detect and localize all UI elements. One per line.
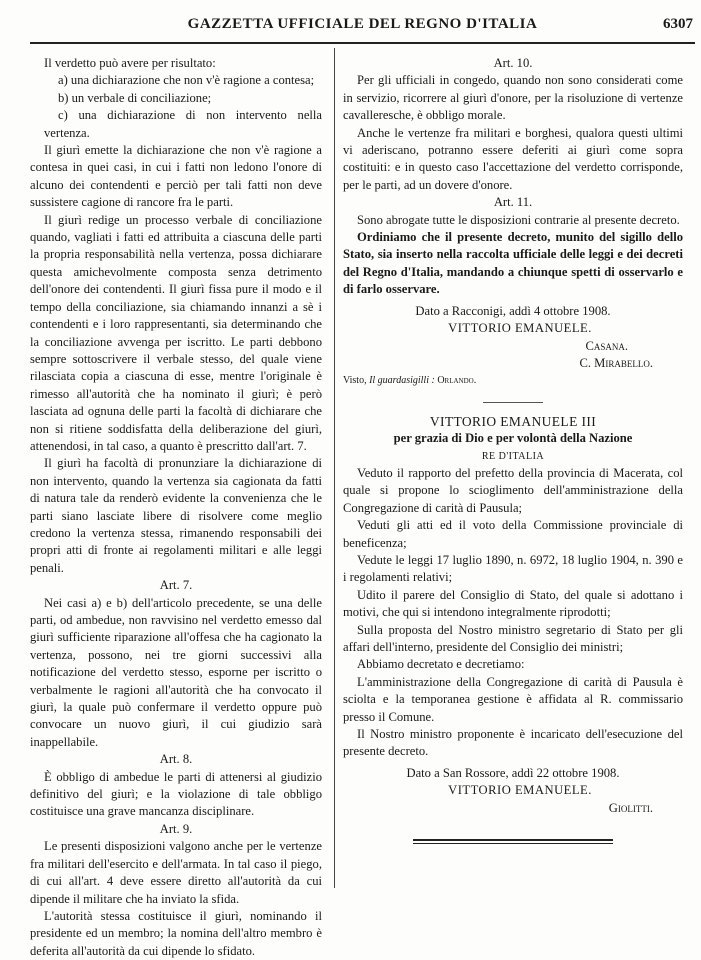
paragraph: Vedute le leggi 17 luglio 1890, n. 6972, 18 luglio 1904, n. 390 e i regolamenti relativi; xyxy=(343,552,683,585)
guardasigilli-label: Il guardasigilli : xyxy=(369,375,435,387)
paragraph: Abbiamo decretato e decretiamo: xyxy=(357,657,525,672)
right-column xyxy=(343,55,683,844)
page-header xyxy=(30,12,695,40)
decree-king-subtitle: per grazia di Dio e per volontà della Nazione xyxy=(393,431,633,446)
paragraph: Le presenti disposizioni valgono anche per le vertenze fra militari dell'esercito e dell'armata. In tal caso il piego, di cui all'art. 4 deve essere diretto all'autorità da cui dipende il militare che ha inviato la sfida. xyxy=(30,839,322,906)
king-signature: VITTORIO EMANUELE. xyxy=(448,783,592,798)
paragraph: Per gli ufficiali in congedo, quando non sono considerati come in servizio, ricorrere al giurì d'onore, per la risoluzione di vertenze cavalleresche, è obbligo morale. xyxy=(343,73,683,123)
paragraph: Il giurì redige un processo verbale di conciliazione quando, vagliati i fatti ed attribuita a ciascuna delle parti la propria responsabilità nella vertenza, possa dichiarare questa amichevolmente composta senza detrimento dell'onore dei contendenti. Il giurì fissa pure il modo e il tempo della conciliazione, sia chiamando innanzi a sè i contendenti e i loro rappresentanti, sia determinando che la conciliazione avvenga per iscritto. Le parti debbono sempre sottoscrivere il verbale stesso, del quale viene rilasciata copia a ciascuna di esse, mentre l'originale è rimesso all'autorità che ha nominato il giurì; è però lasciata ad ognuna delle parti la facoltà di dichiarare che non si ritiene soddisfatta della deliberazione del giurì, attenendosi, in tal caso, a quanto è prescritto dall'art. 7. xyxy=(30,212,322,453)
paragraph: Anche le vertenze fra militari e borghesi, qualora questi ultimi vi aderiscano, potranno essere deferiti ai giurì come sopra costituiti: e in questo caso l'accettazione del verdetto corrisponde, per le parti, ad un dovere d'onore. xyxy=(343,125,683,192)
minister-signature: C. Mirabello. xyxy=(579,355,653,370)
article-heading: Art. 11. xyxy=(493,195,533,210)
article-heading: Art. 10. xyxy=(493,56,533,70)
visto-line xyxy=(343,372,683,389)
section-divider xyxy=(483,402,543,403)
paragraph: Sulla proposta del Nostro ministro segretario di Stato per gli affari dell'interno, presidente del Consiglio dei ministri; xyxy=(343,622,683,654)
paragraph: Veduti gli atti ed il voto della Commissione provinciale di beneficenza; xyxy=(343,518,683,550)
article-heading: Art. 7. xyxy=(159,578,193,593)
list-item: b) un verbale di conciliazione; xyxy=(58,90,212,105)
column-divider xyxy=(334,48,335,888)
paragraph: Veduto il rapporto del prefetto della provincia di Macerata, col quale si propone lo scioglimento dell'amministrazione della Congregazione di carità di Pausula; xyxy=(343,465,683,515)
paragraph: L'autorità stessa costituisce il giurì, nominando il presidente ed un membro; la nomina dell'altro membro è deferita all'autorità da cui dipende lo sfidato. xyxy=(30,908,322,958)
date-line: Dato a San Rossore, addì 22 ottobre 1908. xyxy=(406,765,620,780)
minister-signature: Casana. xyxy=(585,338,628,353)
paragraph: Il verdetto può avere per risultato: xyxy=(44,56,216,70)
date-line: Dato a Racconigi, addì 4 ottobre 1908. xyxy=(415,303,611,318)
minister-signature: Giolitti. xyxy=(608,800,653,815)
paragraph: L'amministrazione della Congregazione di carità di Pausula è sciolta e la temporanea gestione è affidata al R. commissario presso il Comune. xyxy=(343,674,683,724)
order-paragraph: Ordiniamo che il presente decreto, munito del sigillo dello Stato, sia inserto nella raccolta ufficiale delle leggi e dei decreti del Regno d'Italia, mandando a chiunque spetti di osservarlo e di farlo osservare. xyxy=(343,230,683,297)
paragraph: Il giurì emette la dichiarazione che non v'è ragione a contesa in quei casi, in cui i fatti non ledono l'onore di alcuno dei contendenti e perciò per tali fatti non deve sussistere cagione di rancore fra le parti. xyxy=(30,143,322,210)
paragraph: È obbligo di ambedue le parti di attenersi al giudizio definitivo del giurì; e la violazione di tale obbligo costituisce una grave mancanza disciplinare. xyxy=(30,769,322,819)
header-rule xyxy=(30,42,695,44)
decree-king-re: RE D'ITALIA xyxy=(481,450,545,462)
guardasigilli-name: Orlando. xyxy=(437,375,477,387)
king-signature: VITTORIO EMANUELE. xyxy=(448,321,592,336)
paragraph: Udito il parere del Consiglio di Stato, del quale si adottano i motivi, che qui si intendono integralmente riprodotti; xyxy=(343,587,683,620)
list-item: a) una dichiarazione che non v'è ragione a contesa; xyxy=(58,73,315,88)
article-heading: Art. 9. xyxy=(159,821,193,836)
gazette-title: GAZZETTA UFFICIALE DEL REGNO D'ITALIA xyxy=(187,16,538,32)
page-number: 6307 xyxy=(663,16,693,32)
left-column xyxy=(30,55,322,960)
article-heading: Art. 8. xyxy=(159,752,193,767)
list-item: c) una dichiarazione di non intervento nella vertenza. xyxy=(44,108,322,140)
end-rule xyxy=(413,839,613,841)
paragraph: Nei casi a) e b) dell'articolo precedente, se una delle parti, od ambedue, non ravvisino nel verdetto emesso dal giurì sufficiente riparazione all'offesa che ha cagionato la vertenza, possono, nei tre giorni successivi alla notificazione del verdetto stesso, esporne per iscritto o verbalmente le ragioni all'autorità che ha convocato il giurì, la quale può confermare il verdetto oppure può convocare un nuovo giurì, il cui giudizio sarà inappellabile. xyxy=(30,595,322,749)
end-rule-thin xyxy=(413,843,613,844)
decree-king-title: VITTORIO EMANUELE III xyxy=(429,413,597,429)
paragraph: Il giurì ha facoltà di pronunziare la dichiarazione di non intervento, quando la vertenza sia cagionata da fatti di natura tale da renderò evidente la convenienza che le parti siano lasciate libere di risolvere come meglio credono la vertenza stessa, rimanendo responsabili dei propri atti di fronte ai regolamenti militari e alle leggi penali. xyxy=(30,456,322,575)
visto-label: Visto, xyxy=(343,375,367,387)
paragraph: Il Nostro ministro proponente è incaricato dell'esecuzione del presente decreto. xyxy=(343,727,683,759)
paragraph: Sono abrogate tutte le disposizioni contrarie al presente decreto. xyxy=(357,212,680,227)
